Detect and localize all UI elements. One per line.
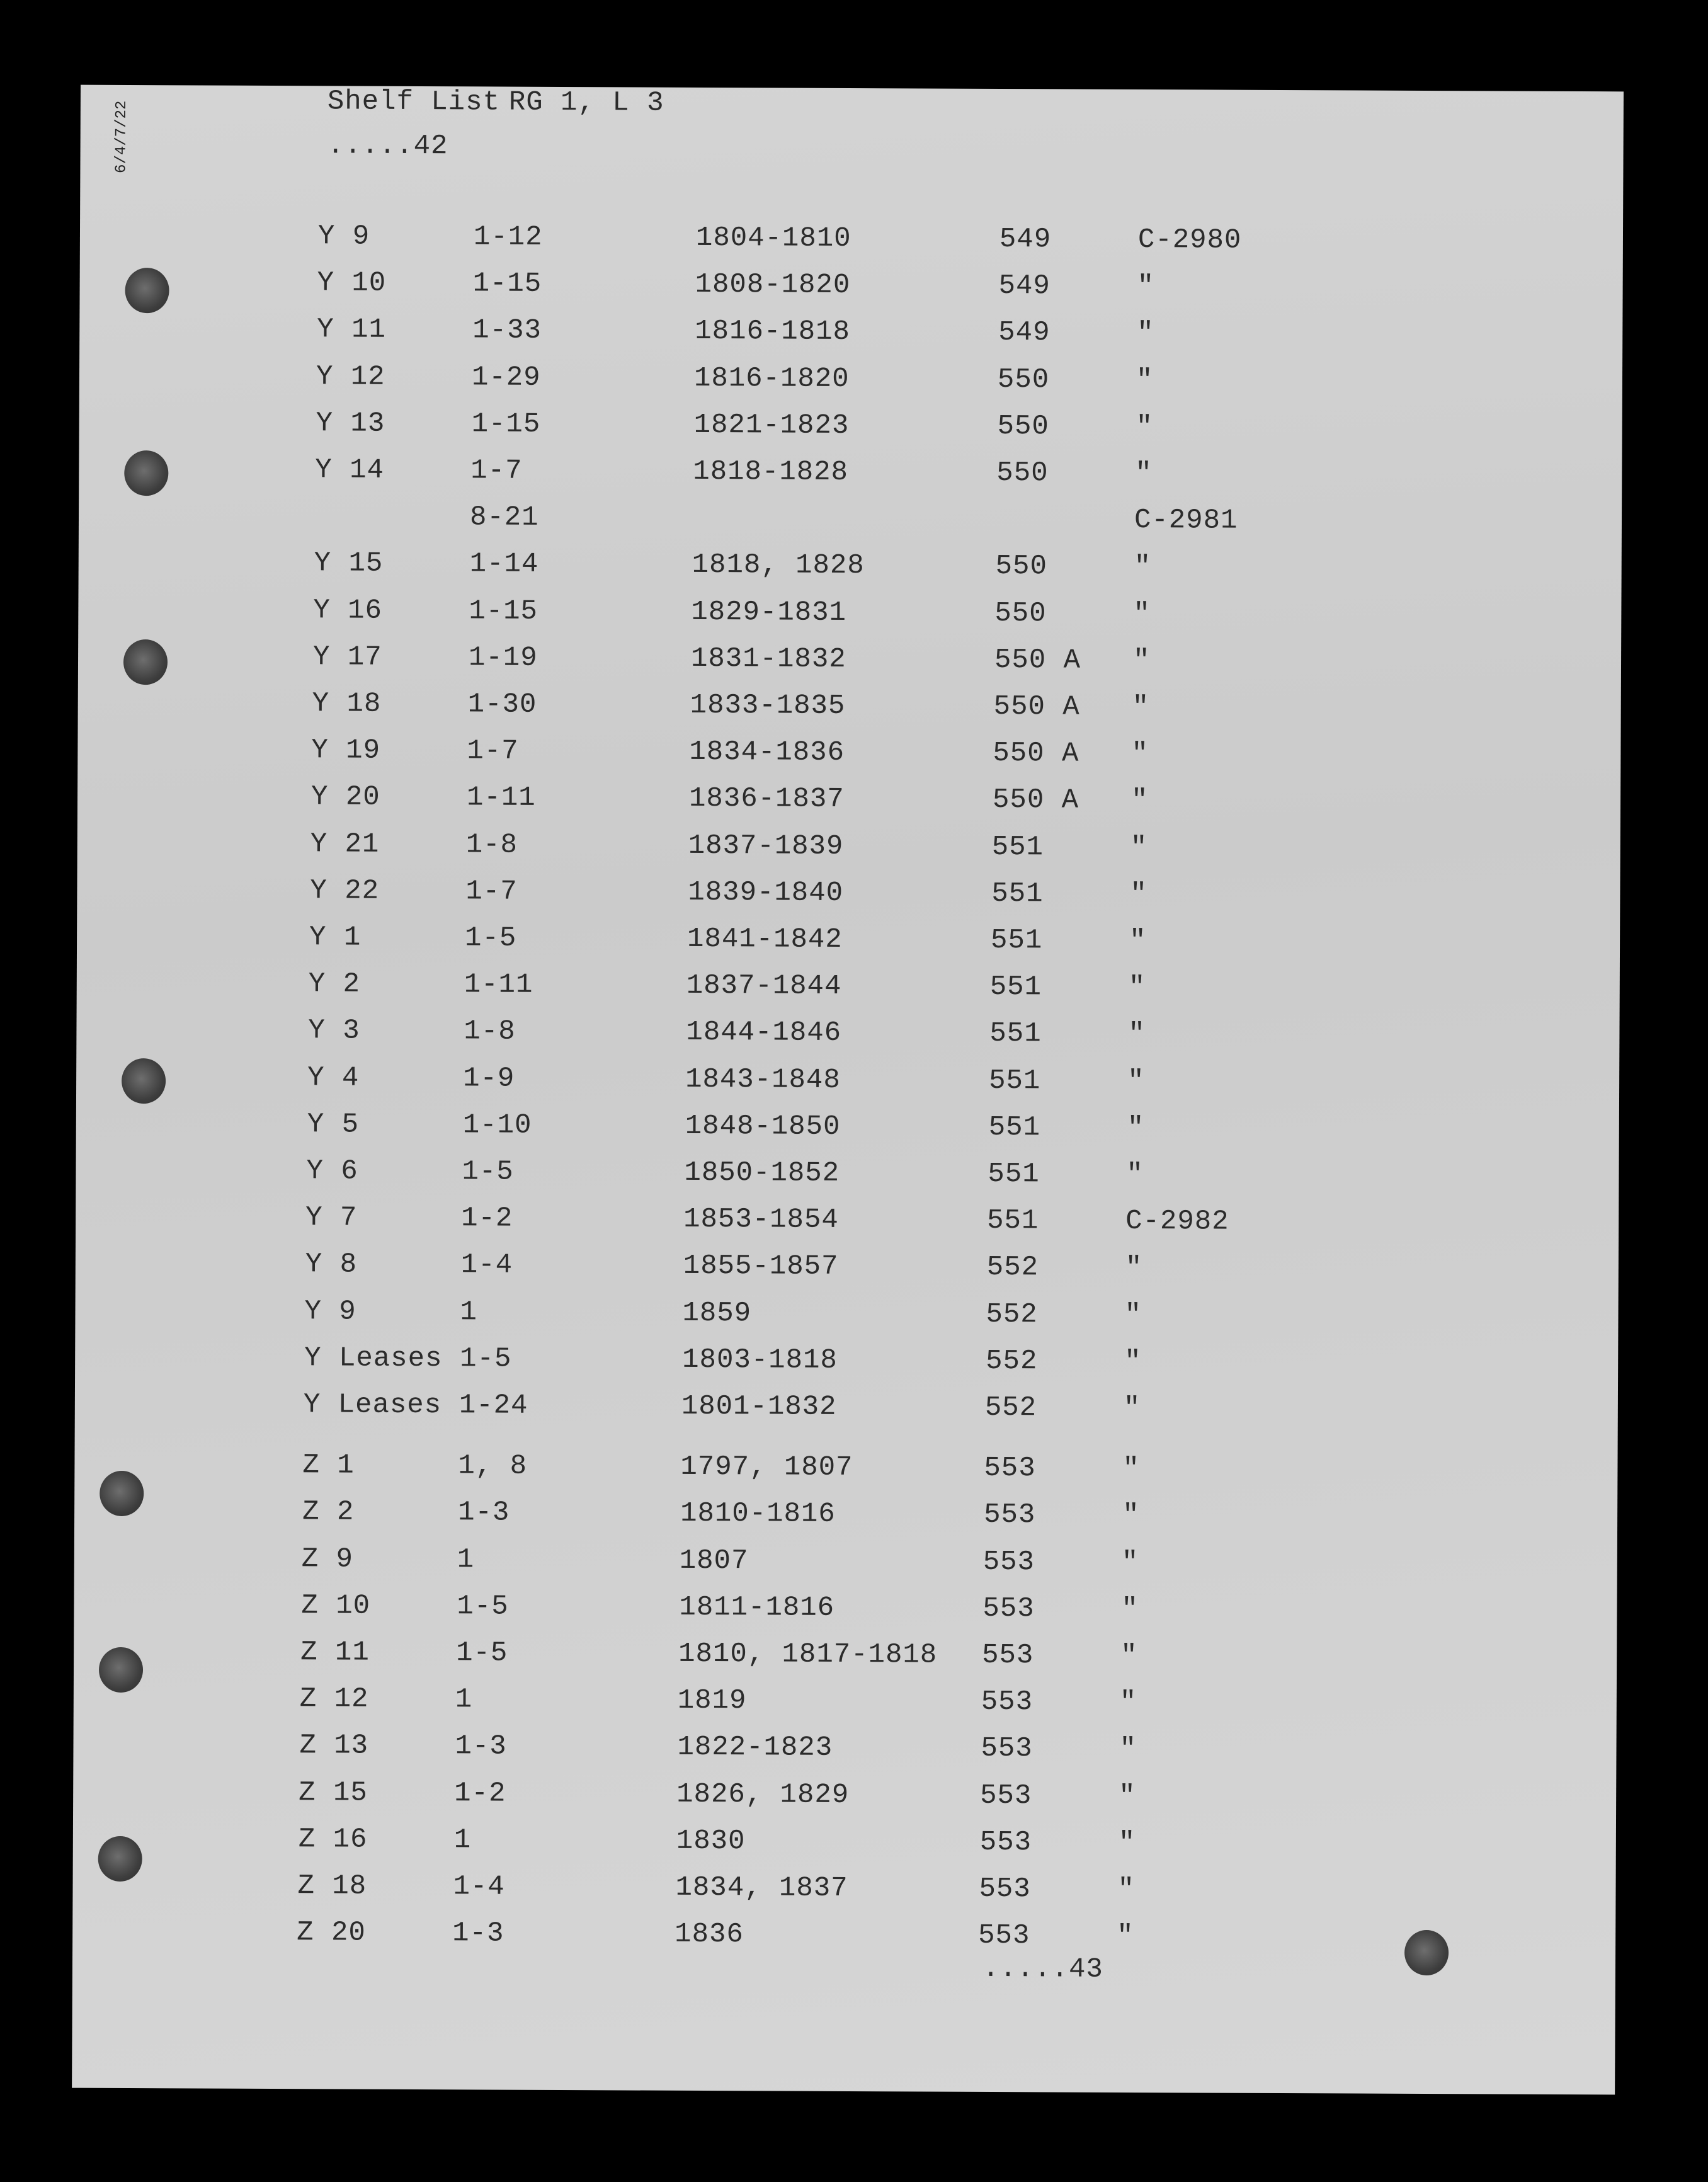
microfilm-reel-cell: ": [1128, 1019, 1146, 1051]
microfilm-reel-cell: ": [1121, 1546, 1139, 1579]
folder-range-cell: 1-7: [465, 876, 518, 908]
box-number-cell: 553: [979, 1826, 1032, 1859]
microfilm-reel-cell: ": [1119, 1780, 1136, 1812]
microfilm-reel-cell: ": [1125, 1252, 1143, 1284]
table-row: [80, 220, 1623, 273]
microfilm-reel-cell: C-2982: [1125, 1206, 1229, 1238]
table-row: [75, 593, 1618, 647]
folder-range-cell: 1-29: [471, 361, 541, 394]
date-range-cell: 1797, 1807: [680, 1451, 853, 1484]
microfilm-reel-cell: ": [1134, 551, 1152, 583]
series-cell: Y 16: [313, 594, 383, 627]
microfilm-reel-cell: ": [1136, 364, 1154, 396]
box-number-cell: 553: [982, 1592, 1035, 1625]
folder-range-cell: 1-4: [460, 1249, 513, 1282]
date-range-cell: 1811-1816: [679, 1591, 835, 1624]
microfilm-reel-cell: ": [1123, 1392, 1141, 1425]
folder-range-cell: 1-19: [468, 642, 538, 674]
date-range-cell: 1855-1857: [683, 1250, 839, 1283]
box-number-cell: 550: [995, 551, 1048, 583]
box-number-cell: 551: [989, 971, 1042, 1003]
record-group-reference: RG 1, L 3: [508, 86, 664, 119]
series-cell: Y 13: [316, 408, 385, 440]
box-number-cell: 551: [989, 1018, 1042, 1050]
microfilm-reel-cell: ": [1121, 1593, 1139, 1625]
date-range-cell: 1826, 1829: [676, 1778, 850, 1811]
date-range-cell: 1818, 1828: [692, 549, 865, 582]
date-range-cell: 1810, 1817-1818: [678, 1638, 938, 1671]
box-number-cell: 552: [986, 1345, 1038, 1378]
microfilm-reel-cell: ": [1128, 972, 1146, 1004]
box-number-cell: 553: [982, 1546, 1035, 1578]
folder-range-cell: 1: [457, 1543, 475, 1575]
table-row: [73, 734, 1616, 787]
series-cell: Z 15: [299, 1776, 368, 1809]
series-cell: Y 3: [308, 1015, 360, 1047]
date-range-cell: 1821-1823: [693, 409, 850, 442]
microfilm-reel-cell: ": [1124, 1345, 1142, 1378]
box-number-cell: 551: [987, 1205, 1039, 1237]
series-cell: Z 10: [301, 1590, 371, 1622]
microfilm-reel-cell: ": [1118, 1827, 1136, 1859]
date-range-cell: 1834, 1837: [675, 1871, 848, 1904]
microfilm-reel-cell: ": [1137, 271, 1155, 303]
microfilm-reel-cell: ": [1117, 1873, 1136, 1905]
date-range-cell: 1859: [682, 1297, 752, 1329]
series-cell: Z 2: [302, 1496, 355, 1528]
document-title: Shelf List: [327, 86, 501, 118]
folder-range-cell: 1-5: [460, 1343, 512, 1375]
date-range-cell: 1834-1836: [689, 736, 845, 769]
series-cell: Y Leases: [303, 1389, 442, 1422]
date-range-cell: 1850-1852: [684, 1157, 840, 1189]
table-row: [64, 1495, 1607, 1549]
series-cell: Y 19: [311, 734, 381, 767]
series-cell: Y 1: [309, 922, 362, 954]
series-cell: Y 7: [305, 1202, 358, 1234]
folder-range-cell: 1-8: [464, 1015, 516, 1048]
date-range-cell: 1803-1818: [682, 1344, 838, 1376]
table-row: [66, 1341, 1609, 1395]
series-cell: Y 21: [310, 828, 380, 860]
box-number-cell: 551: [989, 1065, 1041, 1097]
box-number-cell: 550 A: [993, 690, 1080, 723]
series-cell: Y Leases: [304, 1342, 443, 1374]
box-number-cell: 549: [998, 317, 1050, 349]
folder-range-cell: 1-33: [472, 314, 542, 347]
date-range-cell: 1829-1831: [691, 596, 847, 629]
folder-range-cell: 1-5: [457, 1591, 509, 1623]
folder-range-cell: 1-2: [461, 1202, 513, 1235]
table-row: [61, 1729, 1604, 1783]
box-number-cell: 551: [988, 1158, 1040, 1191]
microfilm-reel-cell: ": [1120, 1640, 1138, 1672]
date-range-cell: 1837-1839: [688, 830, 844, 862]
date-range-cell: 1830: [676, 1825, 746, 1858]
date-range-cell: 1822-1823: [677, 1732, 833, 1764]
table-row: [71, 921, 1614, 974]
microfilm-reel-cell: ": [1126, 1158, 1144, 1191]
microfilm-reel-cell: C-2980: [1137, 224, 1242, 256]
microfilm-reel-cell: ": [1136, 411, 1154, 443]
box-number-cell: 549: [999, 224, 1052, 256]
box-number-cell: 550 A: [993, 738, 1079, 770]
box-number-cell: 552: [984, 1391, 1037, 1424]
folder-range-cell: 1-2: [454, 1777, 506, 1810]
folder-range-cell: 1-3: [455, 1730, 507, 1763]
date-range-cell: 1804-1810: [695, 222, 851, 254]
microfilm-reel-cell: ": [1135, 457, 1153, 490]
microfilm-reel-cell: ": [1129, 925, 1147, 957]
box-number-cell: 553: [978, 1920, 1030, 1952]
microfilm-reel-cell: ": [1132, 691, 1150, 724]
table-row: [59, 1916, 1602, 1970]
box-number-cell: 552: [986, 1298, 1038, 1330]
box-number-cell: 553: [979, 1873, 1031, 1905]
table-row: [75, 640, 1618, 694]
series-cell: Y 11: [317, 314, 387, 346]
box-number-cell: 553: [984, 1453, 1036, 1485]
microfilm-reel-cell: ": [1130, 831, 1148, 864]
date-range-cell: 1839-1840: [688, 876, 844, 909]
series-cell: Z 18: [297, 1870, 367, 1902]
folder-range-cell: 1-5: [456, 1637, 508, 1669]
table-row: [69, 1107, 1612, 1161]
folder-range-cell: 1-7: [467, 735, 519, 767]
table-row: [65, 1388, 1608, 1442]
box-number-cell: 550: [997, 410, 1049, 443]
date-range-cell: 1816-1818: [695, 316, 851, 348]
series-cell: Y 6: [306, 1155, 358, 1187]
table-row: [69, 1061, 1612, 1114]
series-cell: Z 13: [299, 1730, 369, 1762]
box-number-cell: 550: [996, 457, 1049, 489]
microfilm-reel-cell: ": [1122, 1453, 1140, 1485]
table-row: [78, 360, 1621, 413]
microfilm-reel-cell: ": [1117, 1921, 1134, 1953]
date-range-cell: 1810-1816: [680, 1498, 836, 1531]
table-row: [68, 1155, 1611, 1208]
box-number-cell: 551: [991, 877, 1044, 910]
table-row: [79, 266, 1622, 320]
date-range-cell: 1816-1820: [693, 362, 850, 395]
series-cell: Y 9: [304, 1295, 356, 1328]
date-range-cell: 1819: [677, 1685, 747, 1717]
table-row: [67, 1248, 1610, 1301]
date-range-cell: 1801-1832: [681, 1390, 837, 1423]
table-row: [76, 500, 1619, 554]
folder-range-cell: 1-15: [472, 268, 542, 300]
date-range-cell: 1837-1844: [686, 970, 842, 1003]
box-number-cell: 551: [991, 831, 1044, 863]
series-cell: Y 17: [312, 641, 382, 673]
series-cell: Y 5: [307, 1109, 360, 1141]
margin-handwritten-note: 6/4/7/22: [113, 100, 130, 173]
box-number-cell: 550 A: [994, 644, 1081, 677]
date-range-cell: 1841-1842: [686, 923, 843, 956]
box-number-cell: 551: [988, 1111, 1041, 1144]
table-row: [79, 313, 1622, 367]
folder-range-cell: 1-11: [466, 782, 536, 814]
folder-range-cell: 1-4: [453, 1871, 505, 1903]
folder-range-cell: 1-8: [465, 828, 518, 861]
series-cell: Y 8: [305, 1248, 358, 1281]
box-number-cell: 553: [982, 1639, 1034, 1672]
series-cell: Y 9: [317, 220, 370, 253]
box-number-cell: 550: [997, 363, 1050, 396]
microfilm-reel-cell: ": [1127, 1112, 1145, 1144]
folder-range-cell: 1, 8: [458, 1450, 528, 1482]
table-row: [76, 547, 1619, 600]
microfilm-reel-cell: ": [1127, 1065, 1145, 1097]
microfilm-reel-cell: ": [1119, 1687, 1137, 1719]
date-range-cell: 1836-1837: [688, 783, 845, 816]
microfilm-reel-cell: ": [1122, 1500, 1140, 1532]
table-row: [73, 780, 1616, 834]
table-row: [62, 1682, 1605, 1736]
date-range-cell: 1831-1832: [690, 643, 846, 675]
document-page: [72, 85, 1624, 2095]
folder-range-cell: 1-5: [464, 922, 517, 954]
folder-range-cell: 8-21: [469, 501, 539, 534]
series-cell: Z 16: [298, 1823, 368, 1856]
folder-range-cell: 1-12: [473, 221, 543, 253]
series-cell: Y 12: [316, 360, 385, 393]
folder-range-cell: 1-15: [469, 595, 538, 627]
table-row: [64, 1449, 1607, 1502]
date-range-cell: 1833-1835: [690, 689, 846, 722]
folder-range-cell: 1-10: [462, 1109, 532, 1141]
table-row: [60, 1776, 1603, 1829]
table-row: [72, 874, 1615, 927]
folder-range-cell: 1-3: [452, 1917, 504, 1950]
box-number-cell: 553: [984, 1499, 1036, 1531]
folder-range-cell: 1-3: [458, 1497, 510, 1529]
microfilm-reel-cell: ": [1131, 738, 1149, 770]
table-row: [59, 1870, 1602, 1923]
series-cell: Y 22: [310, 875, 380, 907]
microfilm-reel-cell: ": [1133, 598, 1151, 630]
microfilm-reel-cell: ": [1124, 1299, 1142, 1331]
table-row: [66, 1294, 1609, 1348]
box-number-cell: 550: [994, 597, 1047, 629]
series-cell: Y 18: [312, 688, 382, 720]
box-number-cell: 550 A: [992, 784, 1079, 816]
series-cell: Y 4: [307, 1061, 360, 1094]
table-row: [77, 454, 1620, 507]
microfilm-reel-cell: ": [1132, 644, 1151, 677]
date-range-cell: 1808-1820: [695, 269, 851, 302]
series-cell: Y 2: [308, 968, 361, 1000]
table-row: [62, 1636, 1605, 1689]
page-continued-from: .....42: [327, 130, 448, 163]
series-cell: Y 10: [317, 267, 387, 299]
folder-range-cell: 1-5: [462, 1156, 514, 1188]
folder-range-cell: 1-14: [469, 548, 539, 581]
date-range-cell: 1818-1828: [693, 455, 849, 488]
microfilm-reel-cell: C-2981: [1134, 505, 1238, 537]
folder-range-cell: 1: [455, 1684, 473, 1716]
series-cell: Z 9: [301, 1543, 354, 1575]
box-number-cell: 553: [981, 1733, 1033, 1765]
table-row: [71, 968, 1614, 1021]
date-range-cell: 1843-1848: [685, 1063, 841, 1096]
folder-range-cell: 1-30: [467, 688, 537, 721]
folder-range-cell: 1-24: [458, 1390, 528, 1422]
folder-range-cell: 1: [460, 1296, 478, 1328]
table-row: [77, 406, 1620, 460]
series-cell: Z 11: [300, 1636, 370, 1669]
box-number-cell: 549: [998, 270, 1050, 302]
date-range-cell: 1836: [675, 1918, 744, 1951]
series-cell: Y 14: [315, 454, 385, 486]
page-continued-to: .....43: [982, 1953, 1103, 1985]
box-number-cell: 552: [986, 1252, 1039, 1284]
table-row: [67, 1201, 1610, 1255]
table-row: [74, 687, 1617, 741]
microfilm-reel-cell: ": [1130, 785, 1149, 817]
series-cell: Y 15: [314, 547, 384, 580]
microfilm-reel-cell: ": [1119, 1734, 1137, 1766]
series-cell: Y 20: [310, 781, 380, 814]
table-row: [60, 1822, 1603, 1876]
table-row: [72, 827, 1615, 881]
date-range-cell: 1807: [679, 1545, 749, 1577]
box-number-cell: 553: [980, 1779, 1032, 1812]
folder-range-cell: 1-11: [464, 969, 533, 1001]
series-cell: Z 20: [297, 1917, 366, 1949]
folder-range-cell: 1: [453, 1824, 472, 1856]
date-range-cell: 1844-1846: [686, 1017, 842, 1049]
folder-range-cell: 1-9: [463, 1062, 515, 1095]
folder-range-cell: 1-15: [471, 408, 541, 440]
microfilm-reel-cell: ": [1137, 317, 1154, 350]
table-row: [63, 1589, 1606, 1642]
box-number-cell: 553: [981, 1686, 1033, 1718]
microfilm-reel-cell: ": [1130, 878, 1147, 910]
table-row: [64, 1542, 1607, 1596]
folder-range-cell: 1-7: [470, 455, 523, 487]
series-cell: Z 1: [302, 1449, 355, 1482]
table-row: [70, 1014, 1613, 1068]
date-range-cell: 1848-1850: [685, 1110, 841, 1143]
box-number-cell: 551: [990, 924, 1043, 957]
date-range-cell: 1853-1854: [683, 1204, 839, 1237]
series-cell: Z 12: [299, 1683, 369, 1715]
